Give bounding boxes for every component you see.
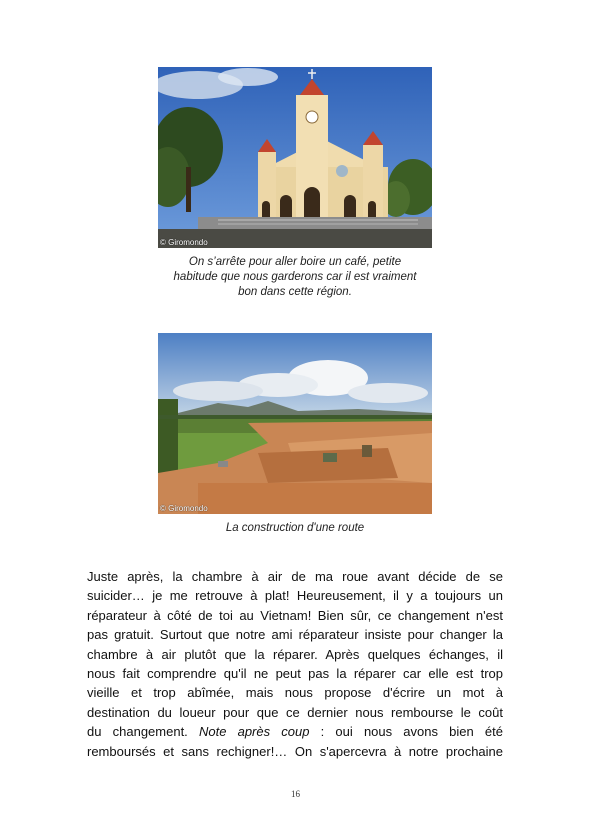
body-line: vieille et trop abîmée, mais nous propose d'écrire un mot à bbox=[87, 685, 503, 701]
caption-line: La construction d'une route bbox=[225, 522, 365, 534]
body-line: nous fait comprendre qu'il ne peut pas la réparer car elle est trop bbox=[87, 666, 503, 682]
body-line: destination du loueur pour que ce dernier nous rembourse le coût bbox=[87, 704, 503, 720]
body-line: suicider… je me retrouve à plat! Heureusement, il y a toujours un bbox=[87, 588, 503, 604]
photo-credit: © Giromondo bbox=[160, 504, 208, 513]
italic-note-label: Note après coup bbox=[198, 724, 310, 740]
church-caption bbox=[150, 255, 440, 300]
body-line: remboursés et sans rechigner!… On s'apercevra à notre prochaine bbox=[87, 743, 503, 759]
body-line: chambre à air plutôt que la réparer. Après quelques échanges, il bbox=[87, 646, 503, 662]
body-line: réparateur à côté de toi au Vietnam! Bien sûr, ce changement n'est bbox=[87, 607, 503, 623]
body-line: pas gratuit. Surtout que notre ami réparateur insiste pour changer la bbox=[87, 627, 503, 643]
body-paragraph bbox=[87, 567, 503, 761]
photo-credit: © Giromondo bbox=[160, 238, 208, 247]
church-photo bbox=[158, 67, 432, 248]
page-number: 16 bbox=[291, 789, 300, 799]
road-caption bbox=[150, 521, 440, 536]
caption-line: habitude que nous garderons car il est vraiment bbox=[173, 271, 417, 283]
road-construction-photo bbox=[158, 333, 432, 514]
body-line: Juste après, la chambre à air de ma roue avant décide de se bbox=[87, 569, 503, 584]
caption-line: bon dans cette région. bbox=[238, 286, 352, 298]
body-text-run: du changement. bbox=[87, 724, 188, 740]
caption-line: On s’arrête pour aller boire un café, petite bbox=[188, 256, 402, 268]
body-line-mixed bbox=[87, 722, 503, 741]
body-text-run: : oui nous avons bien été bbox=[309, 724, 503, 740]
